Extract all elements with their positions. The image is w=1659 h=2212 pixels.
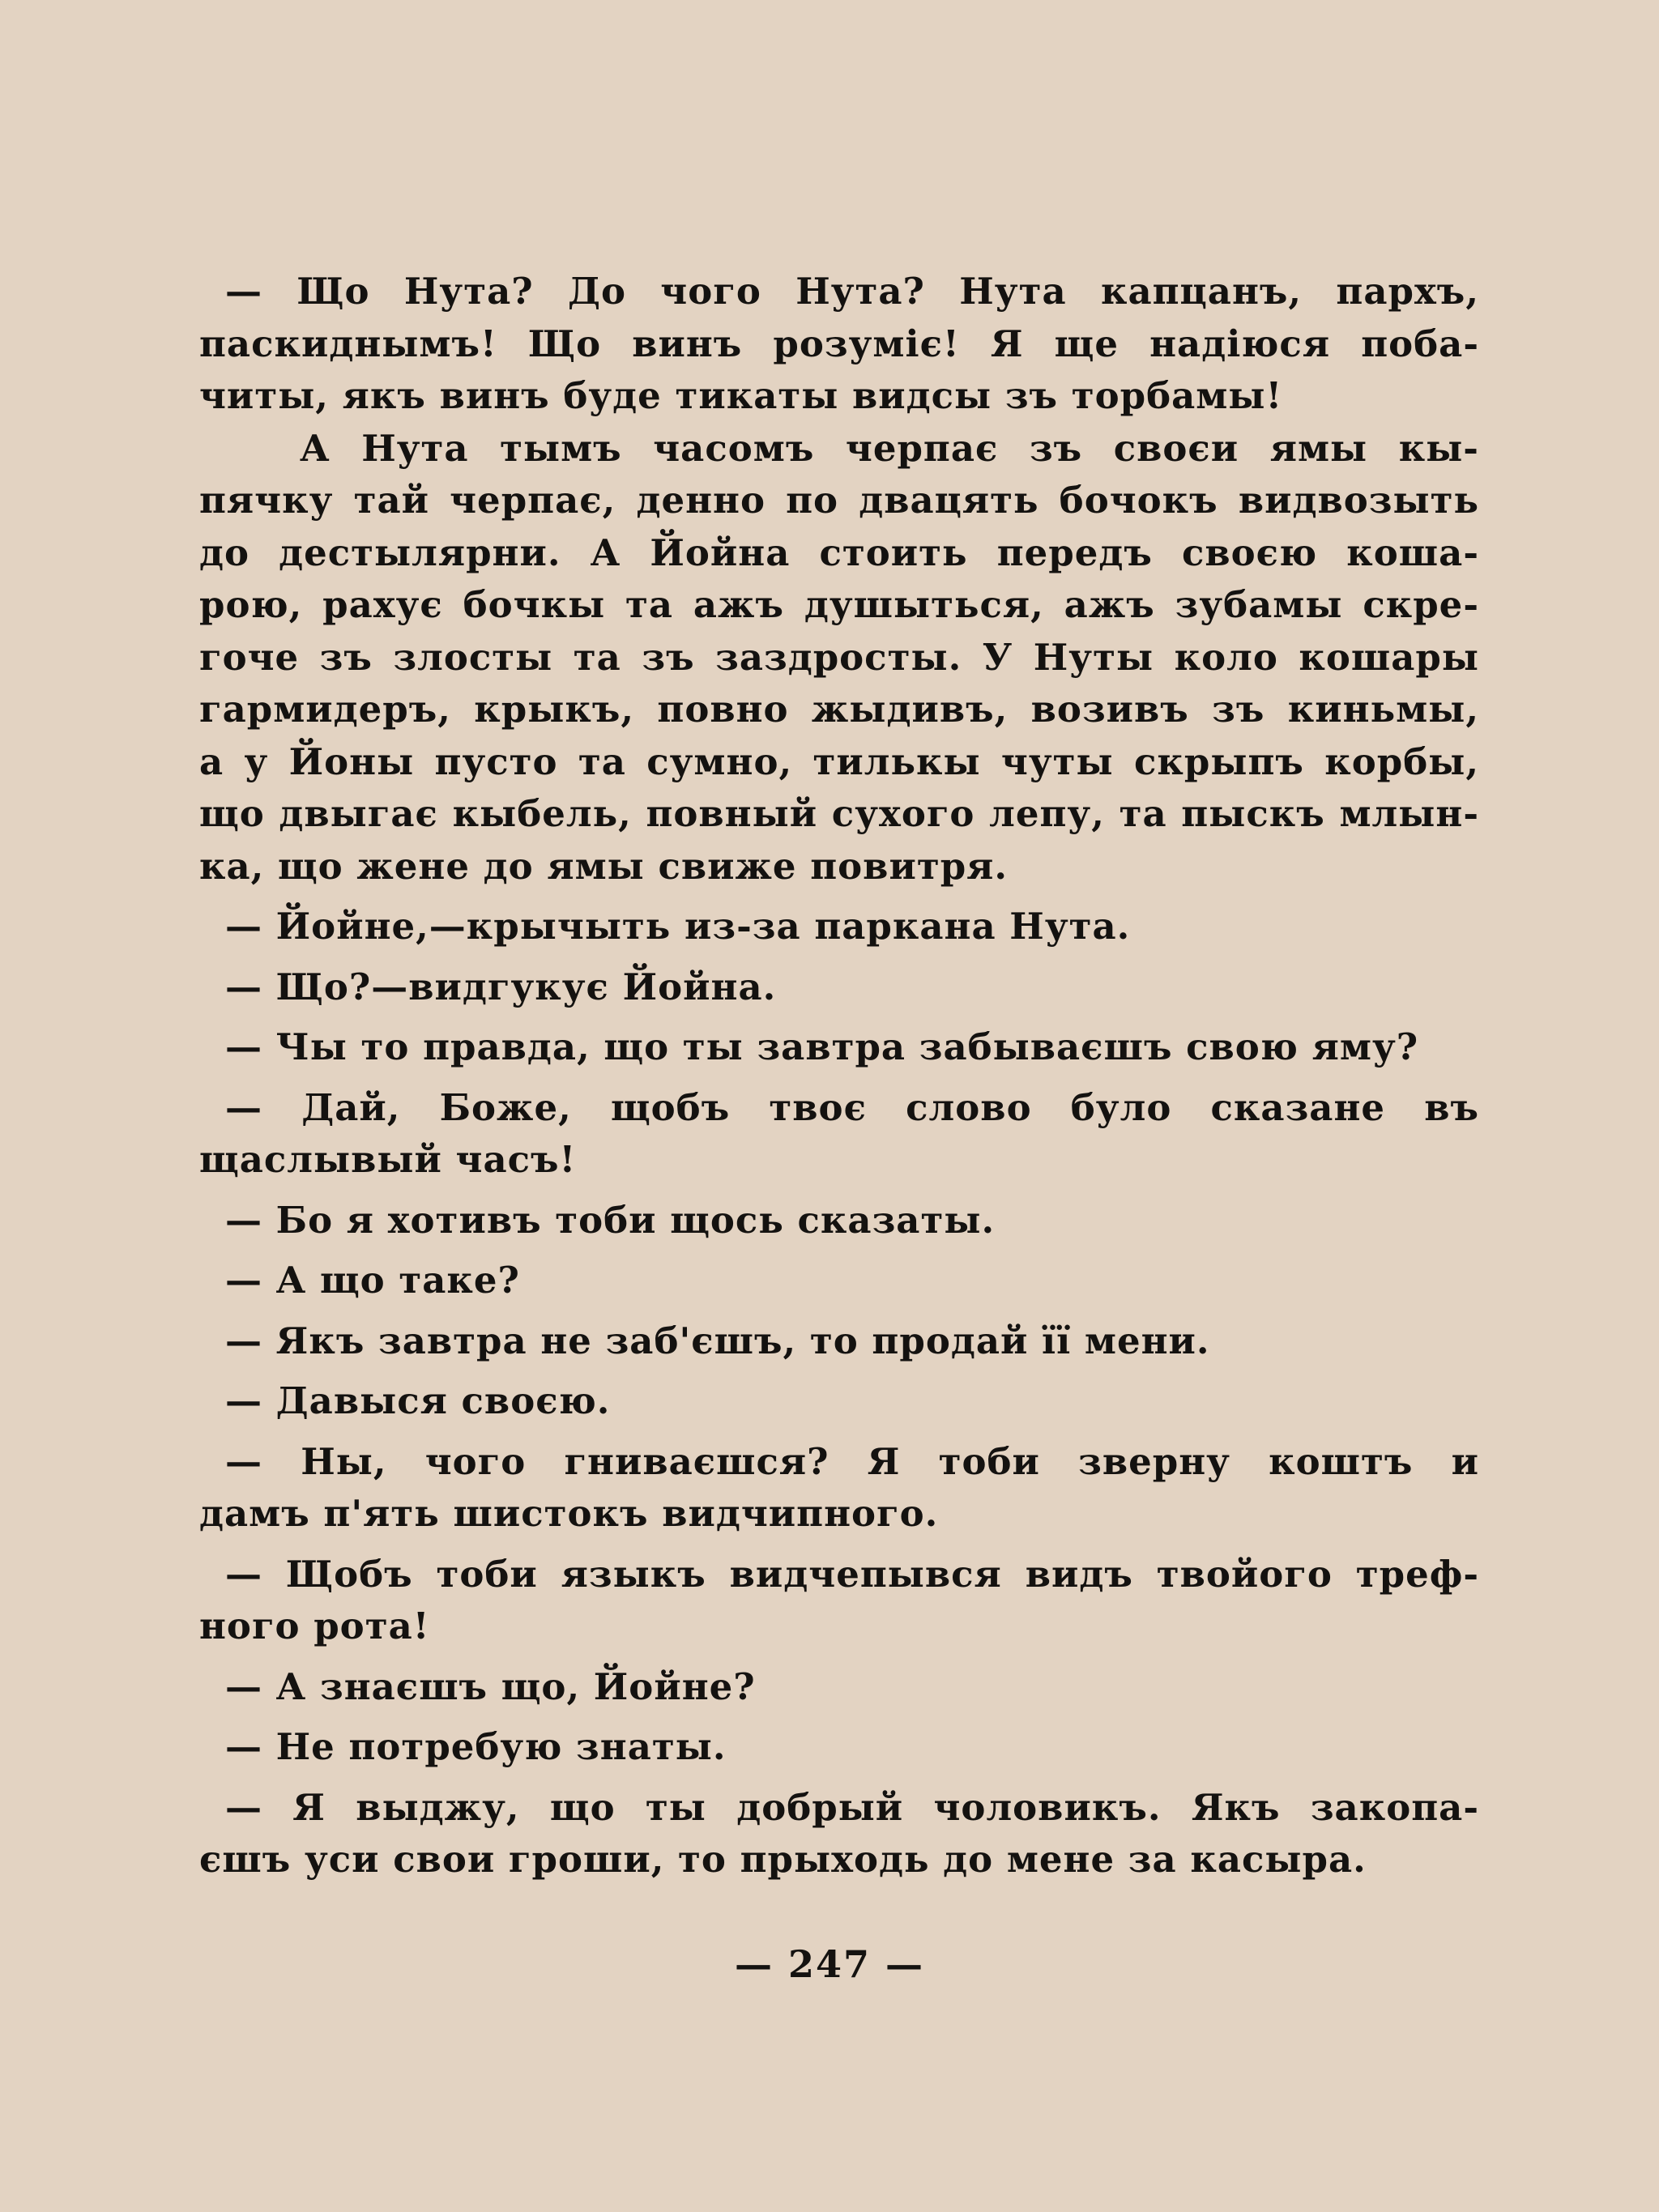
text-line: — Чы то правда, що ты завтра забываєшъ свою яму? <box>225 1025 1419 1068</box>
text-line: — Йойне,—крычыть из-за паркана Нута. <box>225 905 1131 948</box>
paragraph <box>199 1549 1479 1653</box>
text-line: — Що Нута? До чого Нута? Нута капцанъ, пархъ, <box>225 270 1479 313</box>
text-line: рою, рахує бочкы та ажъ душыться, ажъ зубамы скре- <box>199 583 1479 626</box>
text-line: — Не потребую знаты. <box>225 1725 727 1768</box>
text-line: читы, якъ винъ буде тикаты видсы зъ торбамы! <box>199 374 1283 417</box>
body-text <box>199 266 1479 1886</box>
text-line: — Я выджу, що ты добрый чоловикъ. Якъ закопа- <box>225 1785 1479 1829</box>
paragraph <box>199 901 1479 953</box>
text-line: пячку тай черпає, денно по двацять бочокъ видвозыть <box>199 479 1479 522</box>
text-line: єшъ уси свои гроши, то прыходь до мене за касыра. <box>199 1838 1367 1881</box>
text-line: — Що?—видгукує Йойна. <box>225 965 777 1008</box>
text-line: до дестылярни. А Йойна стоить передъ своєю коша- <box>199 531 1479 574</box>
paragraph <box>199 423 1479 893</box>
text-line: ка, що жене до ямы свиже повитря. <box>199 844 1009 888</box>
text-line: дамъ п'ять шистокъ видчипного. <box>199 1492 939 1535</box>
text-line: щаслывый часъ! <box>199 1138 577 1181</box>
text-line: — А що таке? <box>225 1259 520 1302</box>
paragraph <box>199 1375 1479 1428</box>
text-line: а у Йоны пусто та сумно, тилькы чуты скрыпъ корбы, <box>199 739 1479 783</box>
text-line: А Нута тымъ часомъ черпає зъ своєи ямы кы- <box>300 426 1479 470</box>
text-line: гармидеръ, крыкъ, повно жыдивъ, возивъ зъ киньмы, <box>199 688 1479 731</box>
paragraph <box>199 1082 1479 1187</box>
paragraph <box>199 1195 1479 1247</box>
text-line: ного рота! <box>199 1605 430 1647</box>
page-number: — 247 — <box>734 1942 925 1986</box>
text-line: — Бо я хотивъ тоби щось сказаты. <box>225 1198 996 1242</box>
text-line: — А знаєшъ що, Йойне? <box>225 1664 756 1708</box>
text-line: гоче зъ злосты та зъ заздросты. У Нуты коло кошары <box>199 635 1479 679</box>
text-line: — Щобъ тоби языкъ видчепывся видъ твойого треф- <box>225 1552 1479 1596</box>
paragraph <box>199 1721 1479 1774</box>
paragraph <box>199 266 1479 423</box>
text-line: — Давыся своєю. <box>225 1379 611 1422</box>
text-line: паскиднымъ! Що винъ розуміє! Я ще надіюся поба- <box>199 322 1479 365</box>
paragraph <box>199 1661 1479 1714</box>
paragraph <box>199 1315 1479 1368</box>
text-line: що двыгає кыбель, повный сухого лепу, та пыскъ млын- <box>199 792 1479 835</box>
paragraph <box>199 1436 1479 1541</box>
text-line: — Ны, чого гниваєшся? Я тоби зверну коштъ и <box>225 1439 1479 1483</box>
text-line: — Якъ завтра не заб'єшъ, то продай її мени. <box>225 1319 1210 1362</box>
paragraph <box>199 961 1479 1014</box>
paragraph <box>199 1255 1479 1307</box>
paragraph <box>199 1021 1479 1074</box>
text-line: — Дай, Боже, щобъ твоє слово було сказане въ <box>225 1085 1479 1129</box>
paragraph <box>199 1782 1479 1886</box>
